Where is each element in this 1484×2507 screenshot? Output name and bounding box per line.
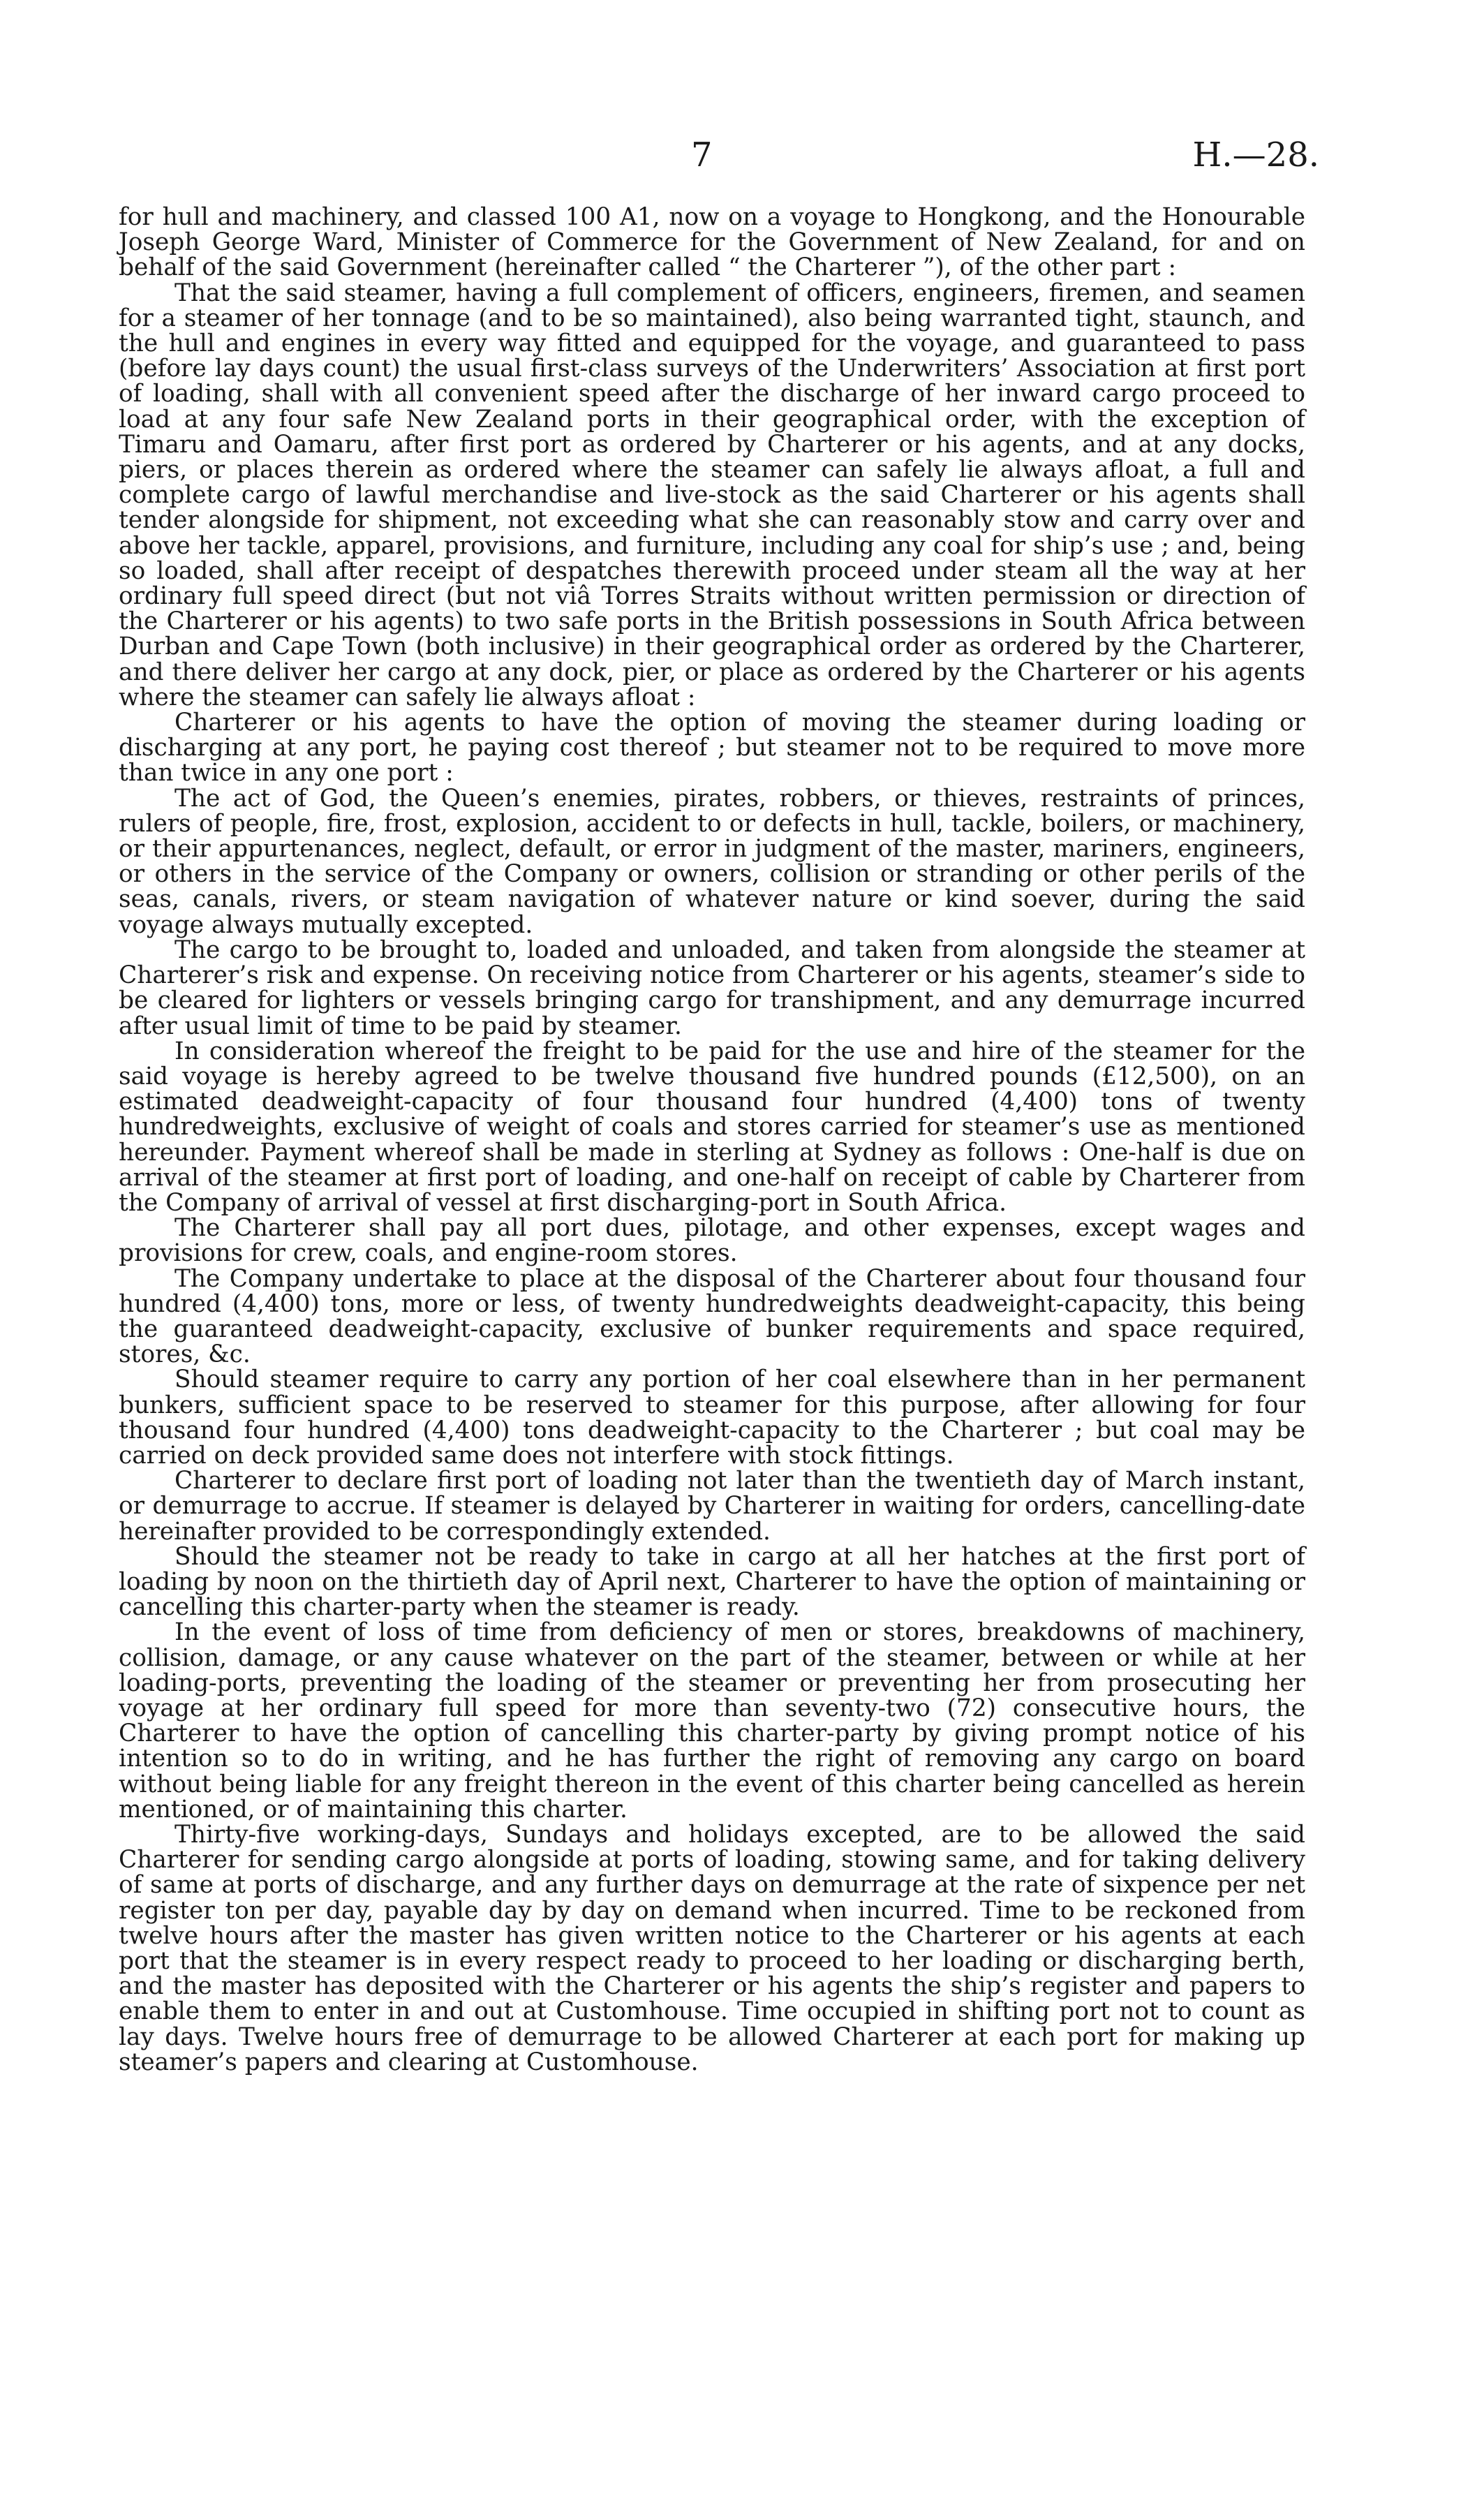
paragraph: Charterer or his agents to have the option of moving the steamer during loading or discharging at any port, he paying cost thereof ; but steamer not to be required to move more than twice in any one port : — [119, 709, 1305, 787]
paragraph: for hull and machinery, and classed 100 A1, now on a voyage to Hongkong, and the Honourable Joseph George Ward, Minister of Commerce for the Government of New Zealand, for and on behalf of the said Government (hereinafter called “ the Charterer ”), of the other part : — [119, 203, 1305, 282]
paragraph: In the event of loss of time from deficiency of men or stores, breakdowns of machinery, collision, damage, or any cause whatever on the part of the steamer, between or while at her loading-ports, preventing the loading of the steamer or preventing her from prosecuting her voyage at her ordinary full speed for more than seventy-two (72) consecutive hours, the Charterer to have the option of cancelling this charter-party by giving prompt notice of his intention so to do in writing, and he has further the right of removing any cargo on board without being liable for any freight thereon in the event of this charter being cancelled as herein mentioned, or of maintaining this charter. — [119, 1618, 1305, 1824]
page-header — [0, 134, 1484, 176]
paragraph: Charterer to declare first port of loading not later than the twentieth day of March instant, or demurrage to accrue. If steamer is delayed by Charterer in waiting for orders, cancelling-date hereinafter provided to be correspondingly extended. — [119, 1467, 1305, 1546]
page-number: 7 — [691, 135, 713, 175]
paragraph: The Company undertake to place at the disposal of the Charterer about four thousand four hundred (4,400) tons, more or less, of twenty hundredweights deadweight-capacity, this being the guaranteed deadweight-capacity, exclusive of bunker requirements and space required, stores, &c. — [119, 1264, 1305, 1369]
paragraph: That the said steamer, having a full complement of officers, engineers, firemen, and seamen for a steamer of her tonnage (and to be so maintained), also being warranted tight, staunch, and the hull and engines in every way fitted and equipped for the voyage, and guaranteed to pass (before lay days count) the usual first-class surveys of the Underwriters’ Association at first port of loading, shall with all convenient speed after the discharge of her inward cargo proceed to load at any four safe New Zealand ports in their geographical order, with the exception of Timaru and Oamaru, after first port as ordered by Charterer or his agents, and at any docks, piers, or places therein as ordered where the steamer can safely lie always afloat, a full and complete cargo of lawful merchandise and live-stock as the said Charterer or his agents shall tender alongside for shipment, not exceeding what she can reasonably stow and carry over and above her tackle, apparel, provisions, and furniture, including any coal for ship’s use ; and, being so loaded, shall after receipt of despatches therewith proceed under steam all the way at her ordinary full speed direct (but not viâ Torres Straits without written permission or direction of the Charterer or his agents) to two safe ports in the British possessions in South Africa between Durban and Cape Town (both inclusive) in their geographical order as ordered by the Charterer, and there deliver her cargo at any dock, pier, or place as ordered by the Charterer or his agents where the steamer can safely lie always afloat : — [119, 279, 1305, 711]
paragraph: The cargo to be brought to, loaded and unloaded, and taken from alongside the steamer at Charterer’s risk and expense. On receiving notice from Charterer or his agents, steamer’s side to be cleared for lighters or vessels bringing cargo for transhipment, and any demurrage incurred after usual limit of time to be paid by steamer. — [119, 935, 1305, 1040]
paragraph: Thirty-five working-days, Sundays and holidays excepted, are to be allowed the said Charterer for sending cargo alongside at ports of loading, stowing same, and for taking delivery of same at ports of discharge, and any further days on demurrage at the rate of sixpence per net register ton per day, payable day by day on demand when incurred. Time to be reckoned from twelve hours after the master has given written notice to the Charterer or his agents at each port that the steamer is in every respect ready to proceed to her loading or discharging berth, and the master has deposited with the Charterer or his agents the ship’s register and papers to enable them to enter in and out at Customhouse. Time occupied in shifting port not to count as lay days. Twelve hours free of demurrage to be allowed Charterer at each port for making up steamer’s papers and clearing at Customhouse. — [119, 1821, 1305, 2076]
charter-party-text — [119, 205, 1305, 2075]
paragraph: The Charterer shall pay all port dues, pilotage, and other expenses, except wages and provisions for crew, coals, and engine-room stores. — [119, 1214, 1305, 1268]
paragraph: Should steamer require to carry any portion of her coal elsewhere than in her permanent bunkers, sufficient space to be reserved to steamer for this purpose, after allowing for four thousand four hundred (4,400) tons deadweight-capacity to the Charterer ; but coal may be carried on deck provided same does not interfere with stock fittings. — [119, 1366, 1305, 1470]
document-reference: H.—28. — [1192, 135, 1319, 175]
paragraph: In consideration whereof the freight to be paid for the use and hire of the steamer for the said voyage is hereby agreed to be twelve thousand five hundred pounds (£12,500), on an estimated deadweight-capacity of four thousand four hundred (4,400) tons of twenty hundredweights, exclusive of weight of coals and stores carried for steamer’s use as mentioned hereunder. Payment whereof shall be made in sterling at Sydney as follows : One-half is due on arrival of the steamer at first port of loading, and one-half on receipt of cable by Charterer from the Company of arrival of vessel at first discharging-port in South Africa. — [119, 1037, 1305, 1217]
paragraph: The act of God, the Queen’s enemies, pirates, robbers, or thieves, restraints of princes, rulers of people, fire, frost, explosion, accident to or defects in hull, tackle, boilers, or machinery, or their appurtenances, neglect, default, or error in judgment of the master, mariners, engineers, or others in the service of the Company or owners, collision or stranding or other perils of the seas, canals, rivers, or steam navigation of whatever nature or kind soever, during the said voyage always mutually excepted. — [119, 784, 1305, 939]
paragraph: Should the steamer not be ready to take in cargo at all her hatches at the first port of loading by noon on the thirtieth day of April next, Charterer to have the option of maintaining or cancelling this charter-party when the steamer is ready. — [119, 1542, 1305, 1622]
